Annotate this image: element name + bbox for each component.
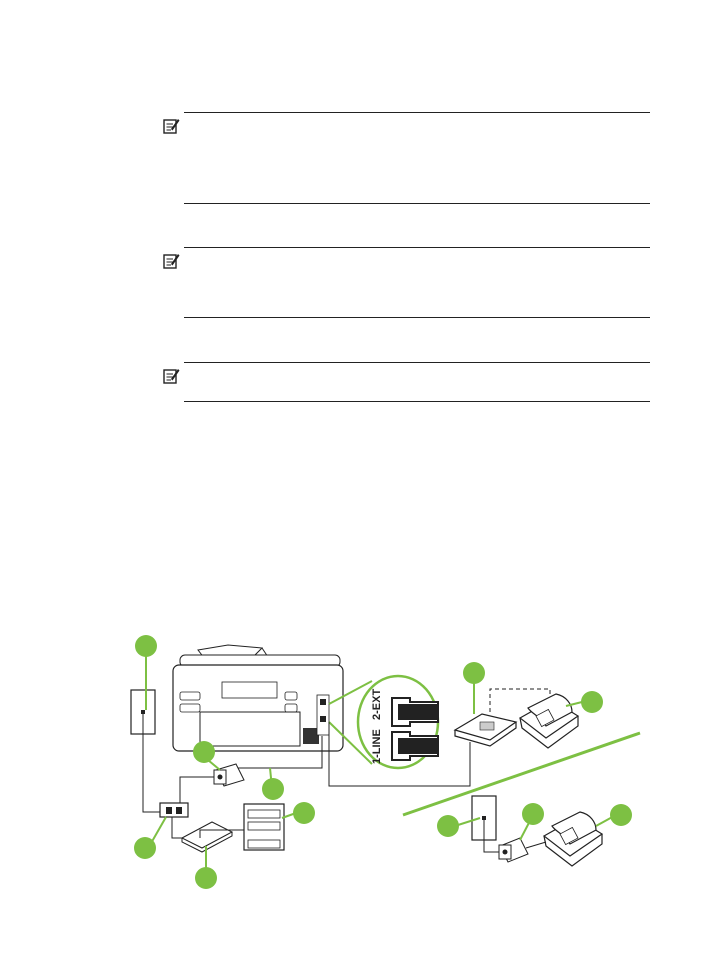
callout-circle (135, 635, 157, 657)
callout-circle (581, 691, 603, 713)
note-icon (162, 252, 180, 270)
callout-circle (522, 803, 544, 825)
callout-circle (437, 815, 459, 837)
note-icon (162, 117, 180, 135)
port-magnifier (329, 676, 438, 768)
printer-rear (173, 645, 343, 751)
dsl-filter (214, 764, 244, 786)
note-icon (162, 367, 180, 385)
telephone-2 (544, 812, 602, 866)
answering-machine (455, 714, 516, 746)
port-2-ext (392, 698, 438, 726)
fax-setup-diagram (0, 620, 702, 900)
dsl-filter-2 (499, 838, 528, 862)
port-label-1-line: 1-LINE (371, 729, 383, 764)
telephone (520, 694, 578, 748)
callout-circle (193, 741, 215, 763)
port-label-2-ext: 2-EXT (371, 688, 383, 720)
note-1-top-rule (184, 112, 650, 113)
callout-circle (262, 778, 284, 800)
computer (244, 804, 284, 850)
note-1-bottom-rule (184, 203, 650, 204)
note-2-top-rule (184, 247, 650, 248)
callout-circle (195, 867, 217, 889)
callout-circle (134, 837, 156, 859)
callout-circle (610, 804, 632, 826)
port-1-line (392, 732, 438, 760)
note-2-bottom-rule (184, 317, 650, 318)
parallel-splitter (160, 803, 188, 817)
note-3-top-rule (184, 362, 650, 363)
note-3-bottom-rule (184, 401, 650, 402)
callout-circle (463, 662, 485, 684)
callout-circle (293, 802, 315, 824)
